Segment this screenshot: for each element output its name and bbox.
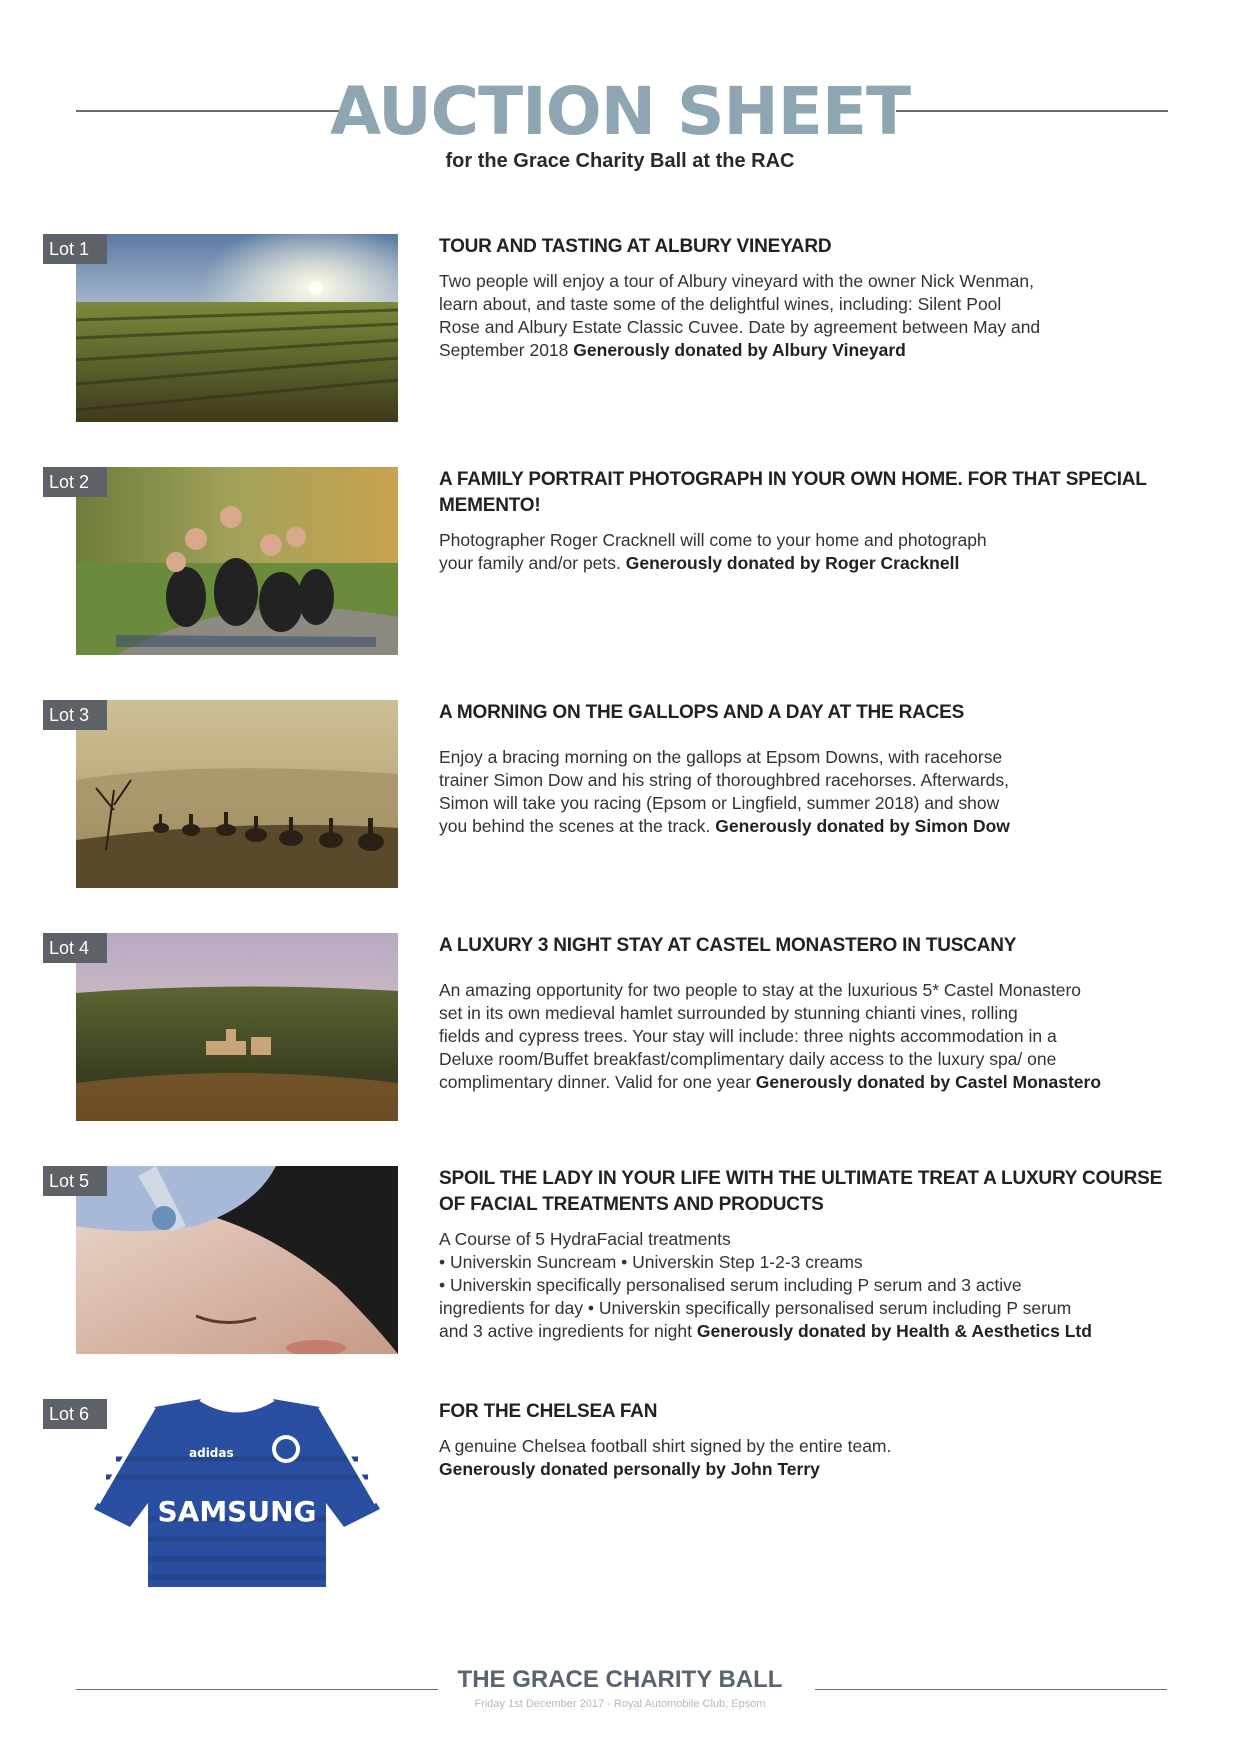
- gallops-photo: [76, 700, 398, 888]
- lot-desc-line: you behind the scenes at the track.: [439, 816, 711, 836]
- lot-desc-line: September 2018: [439, 340, 569, 360]
- page-title: AUCTION SHEET: [330, 73, 910, 150]
- lot-title-line: A LUXURY COURSE OF FACIAL TREATMENTS AND PRODUCTS: [439, 1168, 1163, 1215]
- lot-title: [439, 1166, 1179, 1218]
- lot-desc-line: • Universkin specifically personalised serum including P serum and 3 active: [439, 1275, 1022, 1295]
- lot-desc-line: Rose and Albury Estate Classic Cuvee. Date by agreement between May and: [439, 317, 1041, 337]
- lot-desc-line: your family and/or pets.: [439, 553, 621, 573]
- lot-description: [439, 1435, 1179, 1481]
- lot-desc-line: Enjoy a bracing morning on the gallops at Epsom Downs, with racehorse: [439, 747, 1003, 767]
- lot-donor: Generously donated by Castel Monastero: [755, 1072, 1102, 1092]
- lot-title-line: FOR THAT SPECIAL MEMENTO!: [439, 469, 1147, 516]
- lot-badge: Lot 3: [43, 700, 107, 730]
- tuscany-photo: [76, 933, 398, 1121]
- lot-5: [0, 1166, 1240, 1356]
- lot-desc-line: learn about, and taste some of the delightful wines, including: Silent Pool: [439, 294, 1002, 314]
- lot-title: [439, 467, 1179, 519]
- lot-donor: Generously donated by Albury Vineyard: [573, 340, 906, 360]
- lot-4: [0, 933, 1240, 1123]
- lot-title-line: SPOIL THE LADY IN YOUR LIFE WITH THE ULTIMATE TREAT: [439, 1168, 979, 1189]
- lot-description: [439, 270, 1179, 362]
- shirt-maker-text: adidas: [189, 1446, 234, 1460]
- lot-6: [0, 1399, 1240, 1589]
- lot-title: [439, 234, 1179, 260]
- lot-title: [439, 700, 1179, 726]
- footer-title: THE GRACE CHARITY BALL: [457, 1666, 783, 1693]
- footer-subtitle: Friday 1st December 2017 - Royal Automobile Club, Epsom: [474, 1698, 766, 1710]
- lot-badge: Lot 1: [43, 234, 107, 264]
- lot-desc-line: Photographer Roger Cracknell will come to your home and photograph: [439, 530, 987, 550]
- lot-desc-line: Simon will take you racing (Epsom or Lingfield, summer 2018) and show: [439, 793, 1000, 813]
- lot-description: [439, 1228, 1179, 1343]
- lot-badge: Lot 5: [43, 1166, 107, 1196]
- lot-desc-line: and 3 active ingredients for night: [439, 1321, 692, 1341]
- lot-donor: Generously donated by Health & Aesthetics Ltd: [696, 1321, 1092, 1341]
- lot-title: [439, 1399, 1179, 1425]
- lot-3: [0, 700, 1240, 890]
- lot-badge: Lot 2: [43, 467, 107, 497]
- lot-badge: Lot 6: [43, 1399, 107, 1429]
- chelsea-shirt-photo: [76, 1399, 398, 1587]
- lot-description: [439, 746, 1179, 838]
- lot-1: [0, 234, 1240, 424]
- lot-desc-line: fields and cypress trees. Your stay will include: three nights accommodation in a: [439, 1026, 1057, 1046]
- lot-description: [439, 979, 1179, 1094]
- lot-title-line: A MORNING ON THE GALLOPS AND A DAY AT THE RACES: [439, 702, 965, 723]
- lot-title-line: FOR THE CHELSEA FAN: [439, 1401, 658, 1422]
- lot-title-line: A LUXURY 3 NIGHT STAY AT CASTEL MONASTERO IN TUSCANY: [439, 935, 1017, 956]
- vineyard-photo: [76, 234, 398, 422]
- lot-badge: Lot 4: [43, 933, 107, 963]
- lot-donor: Generously donated by Roger Cracknell: [625, 553, 960, 573]
- lot-desc-line: complimentary dinner. Valid for one year: [439, 1072, 751, 1092]
- lot-desc-line: A Course of 5 HydraFacial treatments: [439, 1229, 731, 1249]
- lot-desc-line: trainer Simon Dow and his string of thoroughbred racehorses. Afterwards,: [439, 770, 1010, 790]
- lot-description: [439, 529, 1179, 575]
- lot-donor: Generously donated by Simon Dow: [715, 816, 1010, 836]
- lot-title-line: A FAMILY PORTRAIT PHOTOGRAPH IN YOUR OWN HOME.: [439, 469, 963, 490]
- shirt-sponsor-text: SAMSUNG: [157, 1495, 317, 1528]
- lot-desc-line: set in its own medieval hamlet surrounded by stunning chianti vines, rolling: [439, 1003, 1018, 1023]
- lot-2: [0, 467, 1240, 657]
- family-portrait-photo: [76, 467, 398, 655]
- lot-desc-line: An amazing opportunity for two people to stay at the luxurious 5* Castel Monastero: [439, 980, 1082, 1000]
- facial-treatment-photo: [76, 1166, 398, 1354]
- lot-title-line: TOUR AND TASTING AT ALBURY VINEYARD: [439, 236, 832, 257]
- lot-desc-line: • Universkin Suncream • Universkin Step 1-2-3 creams: [439, 1252, 863, 1272]
- page-subtitle: for the Grace Charity Ball at the RAC: [445, 150, 795, 172]
- lot-desc-line: ingredients for day • Universkin specifically personalised serum including P serum: [439, 1298, 1072, 1318]
- lot-donor: Generously donated personally by John Terry: [439, 1459, 820, 1479]
- lot-title: [439, 933, 1179, 959]
- lot-desc-line: Two people will enjoy a tour of Albury vineyard with the owner Nick Wenman,: [439, 271, 1034, 291]
- lot-desc-line: A genuine Chelsea football shirt signed by the entire team.: [439, 1436, 892, 1456]
- lot-desc-line: Deluxe room/Buffet breakfast/complimentary daily access to the luxury spa/ one: [439, 1049, 1057, 1069]
